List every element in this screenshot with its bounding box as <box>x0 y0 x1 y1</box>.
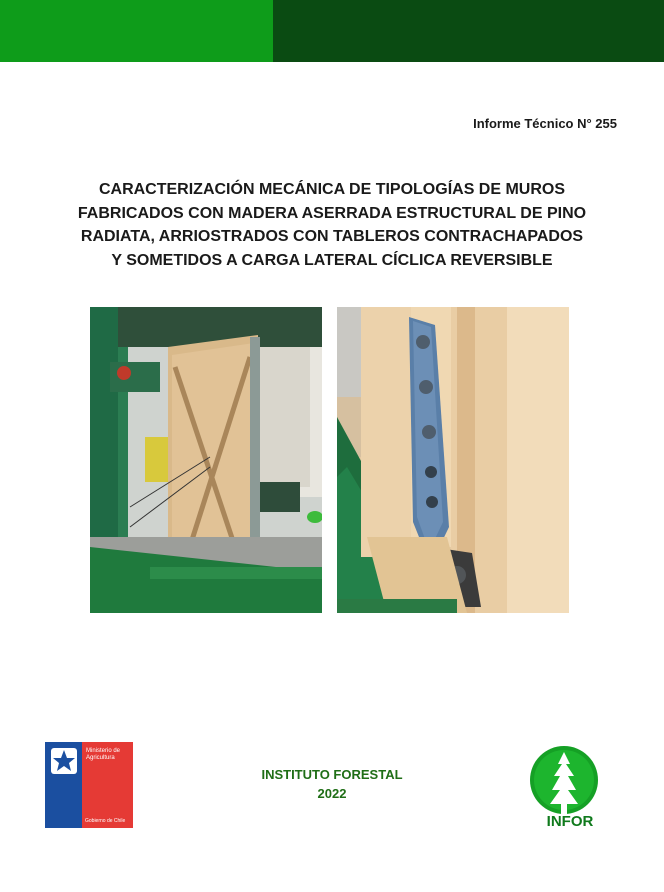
report-number: Informe Técnico N° 255 <box>473 116 617 131</box>
coat-of-arms-icon <box>51 748 77 774</box>
title-line: RADIATA, ARRIOSTRADOS CON TABLEROS CONTRACHAPADOS <box>80 228 584 245</box>
title-line: CARACTERIZACIÓN MECÁNICA DE TIPOLOGÍAS DE MUROS <box>98 181 566 198</box>
title-line: Y SOMETIDOS A CARGA LATERAL CÍCLICA REVERSIBLE <box>111 251 553 269</box>
anchor-bracket-closeup-photo <box>337 307 569 613</box>
infor-logo-label: INFOR <box>546 813 594 830</box>
institute-name: INSTITUTO FORESTAL <box>261 767 403 782</box>
institute-block <box>230 765 434 803</box>
header-band-dark <box>273 0 664 62</box>
title-line: FABRICADOS CON MADERA ASERRADA ESTRUCTURAL DE PINO <box>77 204 587 222</box>
header-band-light <box>0 0 273 62</box>
government-label: Gobierno de Chile <box>85 818 126 824</box>
ministry-logo <box>45 742 133 828</box>
wall-test-rig-photo <box>90 307 322 613</box>
document-title <box>30 178 634 272</box>
ministry-name: Ministerio de Agricultura <box>86 748 121 761</box>
publication-year: 2022 <box>317 786 347 801</box>
